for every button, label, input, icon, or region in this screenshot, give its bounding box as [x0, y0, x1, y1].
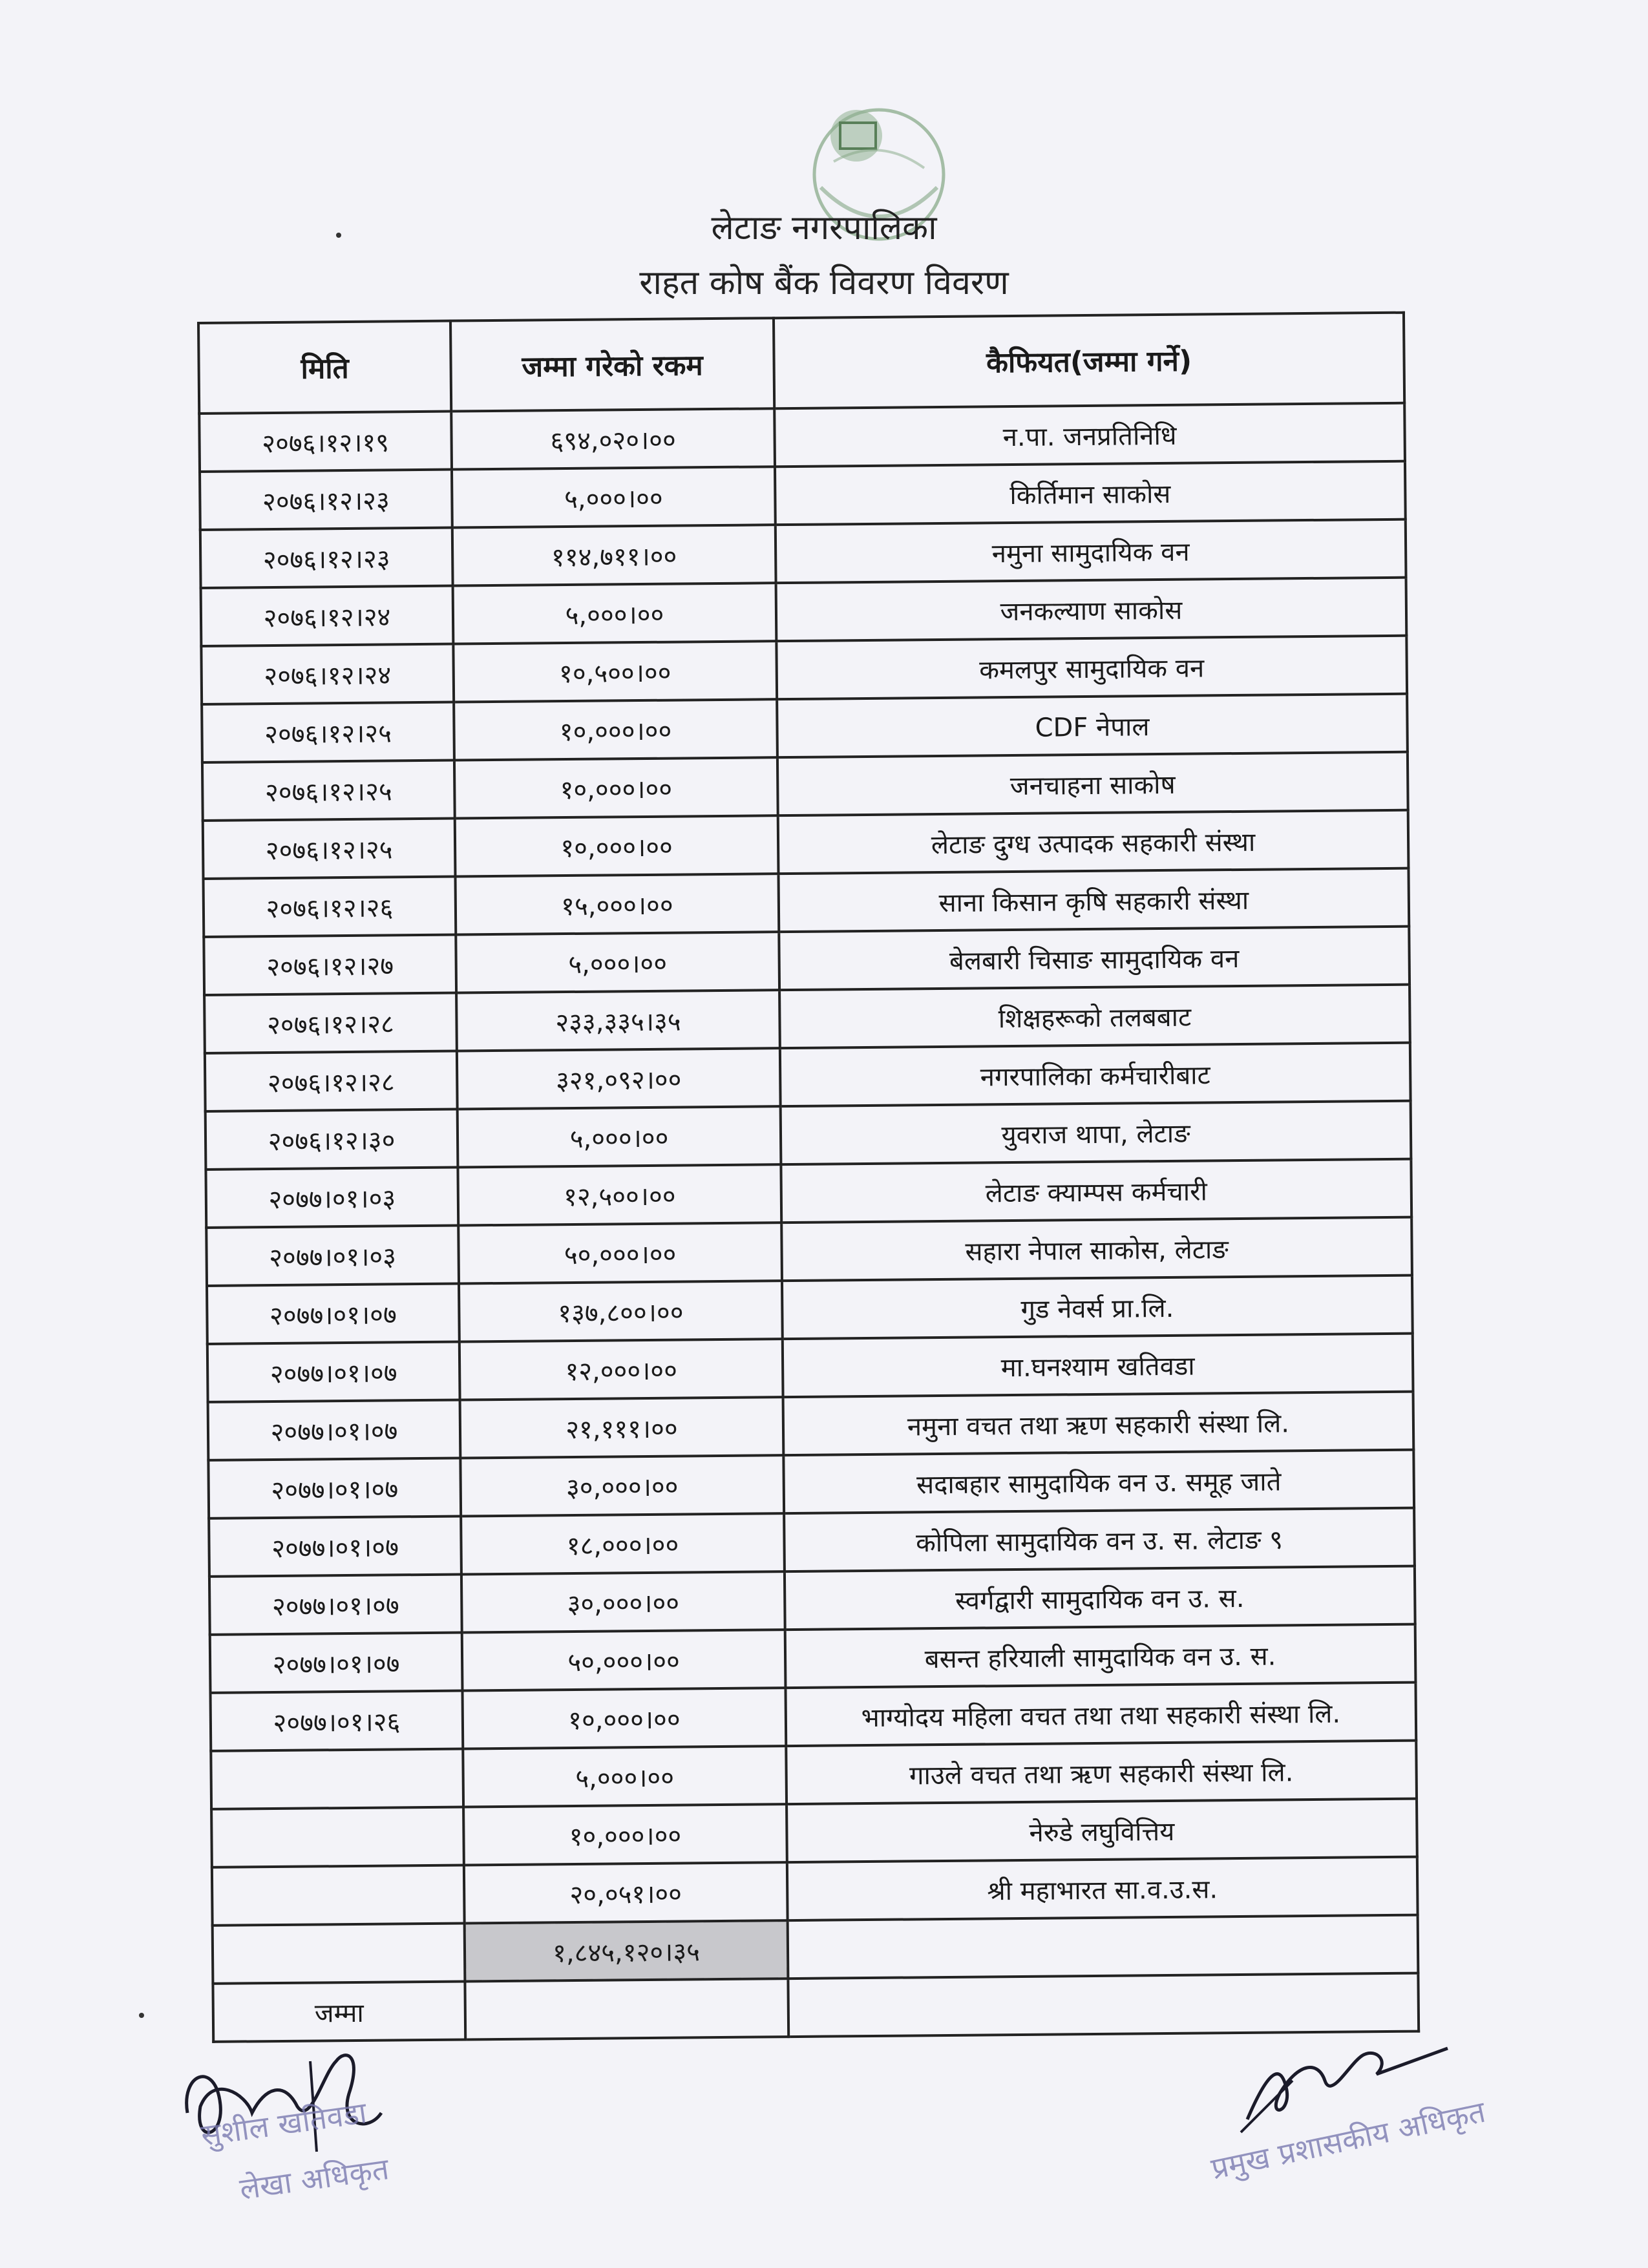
table-row: [206, 1101, 1411, 1170]
remark-cell: सहारा नेपाल साकोस, लेटाङ: [781, 1217, 1412, 1281]
amount-cell: ३२१,०९२।००: [457, 1048, 781, 1109]
amount-cell: १०,०००।००: [454, 757, 778, 818]
amount-cell: ५,०००।००: [453, 583, 777, 644]
remark-cell: साना किसान कृषि सहकारी संस्था: [778, 868, 1409, 932]
date-cell: २०७६।१२।२५: [203, 819, 456, 879]
date-cell: २०७६।१२।२८: [205, 1051, 458, 1111]
table-row: [204, 927, 1410, 995]
date-cell: २०७६।१२।२४: [201, 586, 454, 646]
table-row: [211, 1683, 1417, 1751]
remark-cell: युवराज थापा, लेटाङ: [781, 1101, 1411, 1165]
amount-cell: २१,१११।००: [460, 1397, 784, 1458]
date-cell: २०७७।०१।०७: [208, 1400, 461, 1460]
amount-cell: १३७,८००।००: [459, 1281, 783, 1341]
date-cell: २०७७।०१।०७: [207, 1342, 460, 1402]
amount-cell: १०,०००।००: [454, 699, 777, 760]
remark-cell: श्री महाभारत सा.व.उ.स.: [787, 1857, 1418, 1921]
amount-cell: ५,०००।००: [452, 467, 776, 527]
date-cell: २०७६।१२।२६: [204, 877, 456, 937]
table-row: [200, 520, 1406, 588]
table-row: [207, 1334, 1413, 1402]
accounts-officer-name: सुशील खतिवडा: [198, 2095, 369, 2153]
report-title: राहत कोष बैंक विवरण विवरण: [639, 264, 1009, 302]
amount-cell: १८,०००।००: [461, 1513, 785, 1574]
table-row: [209, 1566, 1415, 1635]
municipality-name: लेटाङ नगरपालिका: [711, 209, 937, 247]
date-cell: २०७७।०१।०७: [209, 1517, 461, 1577]
remark-cell: नमुना वचत तथा ऋण सहकारी संस्था लि.: [783, 1392, 1414, 1456]
amount-cell: ५०,०००।००: [462, 1630, 786, 1690]
date-cell: २०७७।०१।०७: [209, 1575, 462, 1635]
table-row: [208, 1450, 1414, 1518]
date-cell: २०७७।०१।०७: [207, 1284, 460, 1344]
remark-cell: लेटाङ क्याम्पस कर्मचारी: [781, 1159, 1411, 1223]
date-cell: २०७६।१२।३०: [206, 1109, 458, 1170]
date-cell: २०७६।१२।२३: [200, 528, 453, 588]
amount-cell: ३०,०००।००: [461, 1571, 785, 1632]
table-row: [207, 1276, 1413, 1344]
table-row: [206, 1159, 1411, 1228]
table-row: [200, 461, 1406, 530]
remark-cell: सदाबहार सामुदायिक वन उ. समूह जाते: [783, 1450, 1414, 1514]
date-cell: २०७७।०१।०७: [210, 1633, 463, 1693]
date-cell: [212, 1865, 465, 1925]
remark-cell: नगरपालिका कर्मचारीबाट: [780, 1043, 1411, 1107]
date-cell: २०७६।१२।२७: [204, 935, 456, 995]
amount-cell: १२,५००।००: [458, 1164, 781, 1225]
date-cell: २०७६।१२।२५: [202, 702, 454, 762]
table-row: [211, 1799, 1417, 1867]
table-row: [205, 1043, 1411, 1111]
total-amount: १,८४५,१२०।३५: [465, 1920, 788, 1981]
column-header-date: मिति: [198, 321, 451, 414]
table-row: [201, 578, 1407, 646]
table-row: [204, 868, 1410, 937]
table-row: [202, 694, 1408, 762]
remark-cell: जनकल्याण साकोस: [776, 578, 1407, 642]
column-header-amount: जम्मा गरेको रकम: [450, 318, 774, 411]
date-cell: २०७६।१२।२८: [204, 993, 457, 1053]
date-cell: २०७६।१२।१९: [199, 412, 452, 472]
amount-cell: १५,०००।००: [456, 874, 779, 934]
subtotal-row: [213, 1915, 1419, 1984]
remark-cell: शिक्षहरूको तलबबाट: [779, 985, 1410, 1049]
scan-speck: [139, 2013, 144, 2018]
amount-cell: ५०,०००।००: [458, 1223, 782, 1283]
remark-cell: किर्तिमान साकोस: [775, 461, 1406, 525]
table-row: [212, 1857, 1418, 1926]
relief-fund-table: [197, 311, 1420, 2043]
subtotal-blank-remark: [788, 1915, 1419, 1979]
scan-speck: [336, 233, 341, 238]
amount-cell: ६९४,०२०।००: [451, 408, 775, 469]
column-header-remark: कैफियत(जम्मा गर्ने): [774, 313, 1404, 409]
amount-cell: १०,०००।००: [455, 815, 779, 876]
date-cell: २०७७।०१।२६: [211, 1690, 463, 1750]
amount-cell: १२,०००।००: [460, 1339, 783, 1400]
table-row: [208, 1392, 1414, 1460]
amount-cell: ११४,७११।००: [452, 525, 776, 585]
total-row: [213, 1973, 1419, 2042]
amount-cell: १०,५००।००: [453, 641, 777, 702]
date-cell: २०७६।१२।२५: [202, 761, 455, 821]
amount-cell: ५,०००।००: [456, 932, 779, 992]
remark-cell: गाउले वचत तथा ऋण सहकारी संस्था लि.: [786, 1741, 1417, 1805]
accounts-officer-title: लेखा अधिकृत: [237, 2151, 392, 2207]
remark-cell: जनचाहना साकोष: [777, 752, 1408, 816]
table-row: [211, 1741, 1417, 1809]
table-row: [209, 1508, 1415, 1577]
table-row: [199, 403, 1405, 472]
date-cell: २०७७।०१।०३: [206, 1226, 459, 1286]
amount-cell: १०,०००।००: [463, 1804, 787, 1865]
date-cell: २०७७।०१।०३: [206, 1168, 458, 1228]
table-row: [204, 985, 1410, 1053]
remark-cell: बसन्त हरियाली सामुदायिक वन उ. स.: [785, 1624, 1416, 1688]
remark-cell: गुड नेवर्स प्रा.लि.: [782, 1276, 1413, 1339]
date-cell: २०७६।१२।२३: [200, 470, 452, 530]
remark-cell: कमलपुर सामुदायिक वन: [776, 636, 1407, 700]
date-cell: [211, 1748, 463, 1809]
total-row-blank-remark: [788, 1973, 1419, 2037]
remark-cell: नेरुडे लघुवित्तिय: [787, 1799, 1417, 1863]
amount-cell: २३३,३३५।३५: [456, 990, 780, 1051]
remark-cell: मा.घनश्याम खतिवडा: [783, 1334, 1413, 1398]
amount-cell: १०,०००।००: [463, 1688, 787, 1748]
table-row: [210, 1624, 1416, 1693]
total-row-blank: [465, 1979, 788, 2039]
table-row: [206, 1217, 1412, 1286]
table-row: [202, 752, 1408, 821]
date-cell: [211, 1807, 464, 1867]
remark-cell: बेलबारी चिसाङ सामुदायिक वन: [779, 927, 1410, 991]
date-cell: २०७७।०१।०७: [208, 1458, 461, 1518]
remark-cell: CDF नेपाल: [777, 694, 1408, 758]
amount-cell: ५,०००।००: [458, 1106, 781, 1167]
remark-cell: स्वर्गद्वारी सामुदायिक वन उ. स.: [785, 1566, 1415, 1630]
table-row: [203, 810, 1409, 879]
amount-cell: ३०,०००।००: [460, 1455, 784, 1516]
remark-cell: लेटाङ दुग्ध उत्पादक सहकारी संस्था: [778, 810, 1409, 874]
amount-cell: ५,०००।००: [463, 1746, 787, 1807]
chief-admin-title: प्रमुख प्रशासकीय अधिकृत: [1208, 2094, 1488, 2187]
date-cell: २०७६।१२।२४: [201, 644, 454, 704]
amount-cell: २०,०५१।००: [464, 1862, 788, 1923]
table-row: [201, 636, 1407, 704]
total-label: जम्मा: [213, 1981, 465, 2041]
remark-cell: नमुना सामुदायिक वन: [776, 520, 1406, 583]
table-header-row: [198, 313, 1404, 414]
remark-cell: न.पा. जनप्रतिनिधि: [774, 403, 1405, 467]
remark-cell: भाग्योदय महिला वचत तथा तथा सहकारी संस्था लि.: [785, 1683, 1416, 1747]
remark-cell: कोपिला सामुदायिक वन उ. स. लेटाङ ९: [784, 1508, 1415, 1572]
subtotal-blank: [213, 1923, 465, 1983]
